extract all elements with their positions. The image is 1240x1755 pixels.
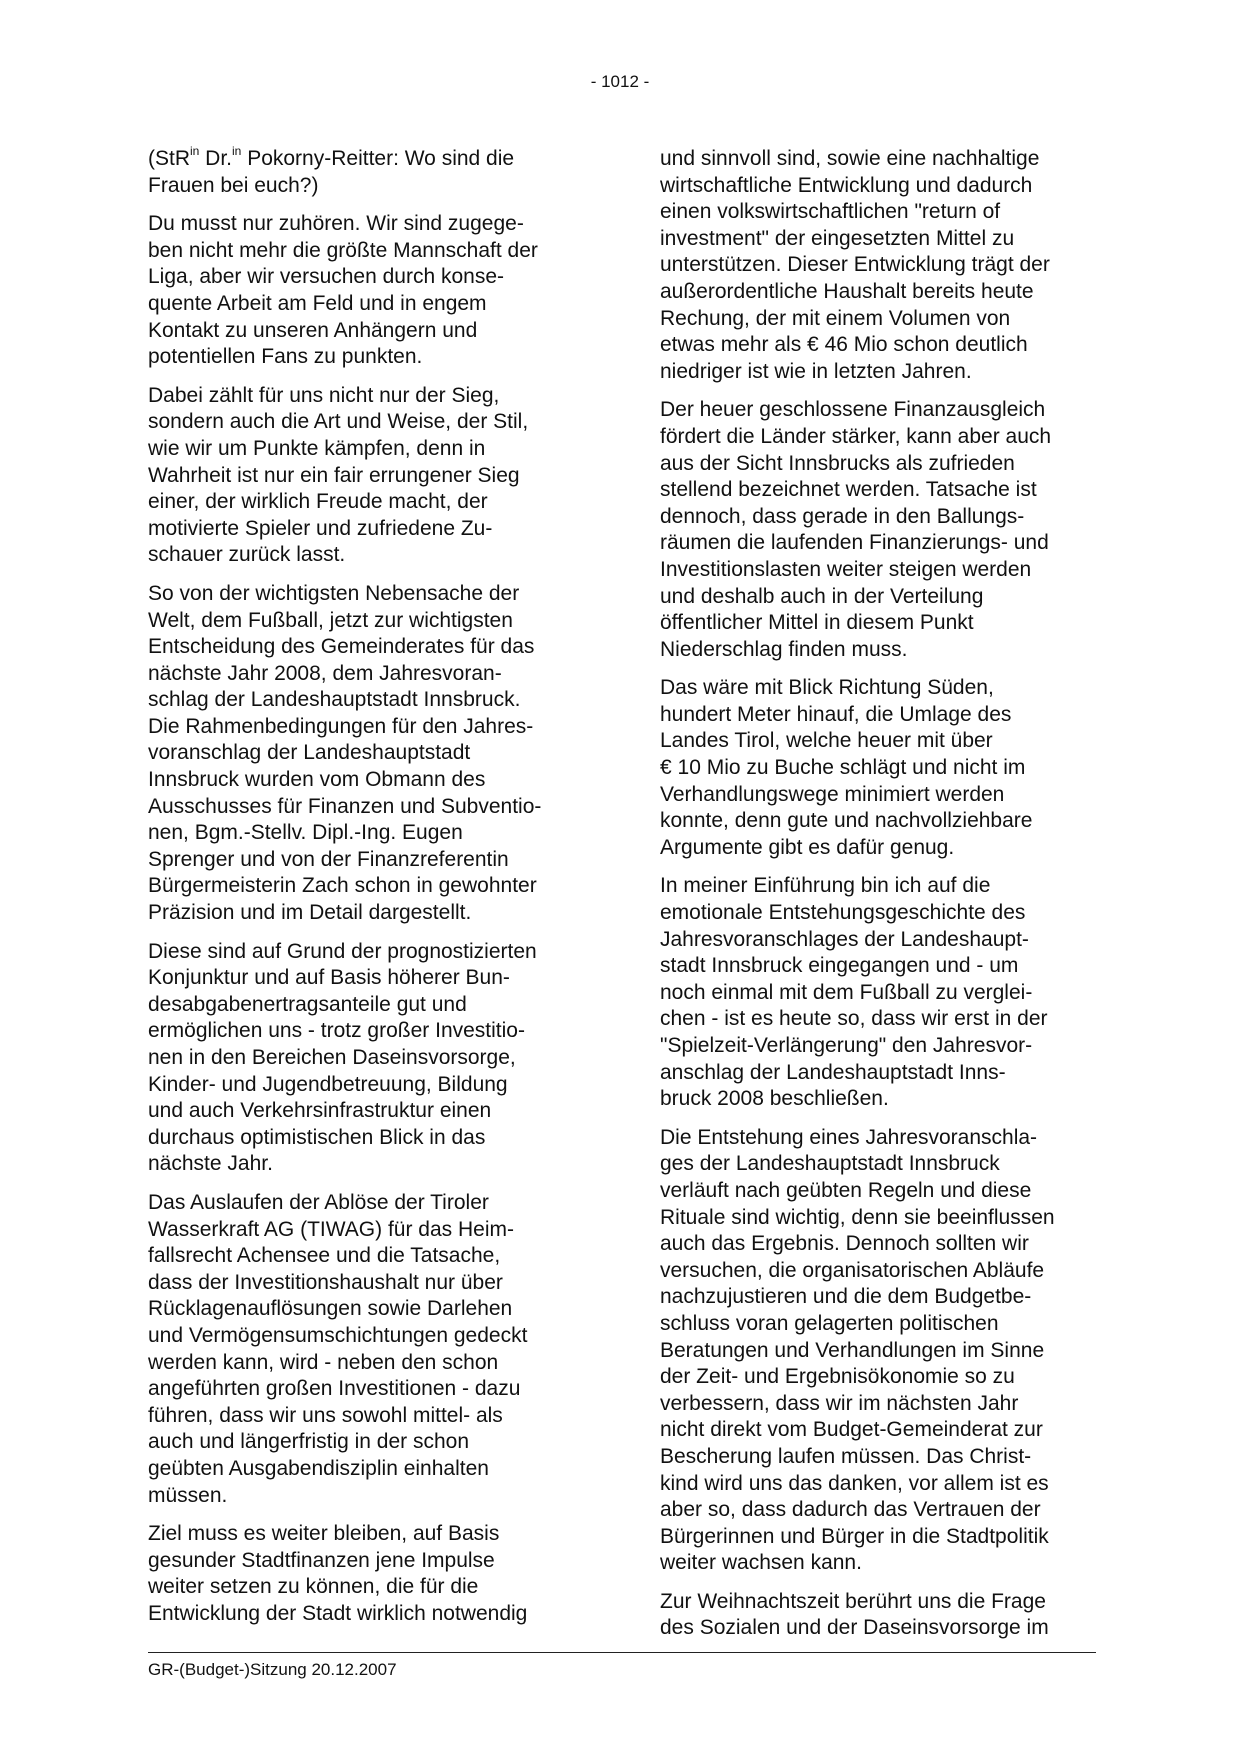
body-paragraph: Diese sind auf Grund der prognostizierten Konjunktur und auf Basis höherer Bun- desabgabenertragsanteile gut und ermöglichen uns - trotz großer Investitio- nen in den Bereichen Daseinsvorsorge, Kinder- und Jugendbetreuung, Bildung und auch Verkehrsinfrastruktur einen durchaus optimistischen Blick in das nächste Jahr. <box>148 939 537 1176</box>
right-column <box>660 146 1092 1654</box>
footer-divider <box>148 1652 1096 1653</box>
footer-session-label: GR-(Budget-)Sitzung 20.12.2007 <box>148 1660 397 1679</box>
body-paragraph: Die Entstehung eines Jahresvoranschla- ges der Landeshauptstadt Innsbruck verläuft nach geübten Regeln und diese Rituale sind wichtig, denn sie beeinflussen auch das Ergebnis. Dennoch sollten wir versuchen, die organisatorischen Abläufe nachzujustieren und die dem Budgetbe- schluss voran gelagerten politischen Beratungen und Verhandlungen im Sinne der Zeit- und Ergebnisökonomie so zu verbessern, dass wir im nächsten Jahr nicht direkt vom Budget-Gemeinderat zur Bescherung laufen müssen. Das Christ- kind wird uns das danken, vor allem ist es aber so, dass dadurch das Vertrauen der Bürgerinnen und Bürger in die Stadtpolitik weiter wachsen kann. <box>660 1125 1055 1575</box>
body-paragraph: Das wäre mit Blick Richtung Süden, hundert Meter hinauf, die Umlage des Landes Tirol, welche heuer mit über € 10 Mio zu Buche schlägt und nicht im Verhandlungswege minimiert werden konnte, denn gute und nachvollziehbare Argumente gibt es dafür genug. <box>660 676 1033 859</box>
body-paragraph: Ziel muss es weiter bleiben, auf Basis gesunder Stadtfinanzen jene Impulse weiter setzen zu können, die für die Entwicklung der Stadt wirklich notwendig <box>148 1522 528 1625</box>
body-paragraph: In meiner Einführung bin ich auf die emotionale Entstehungsgeschichte des Jahresvoranschlages der Landeshaupt- stadt Innsbruck eingegangen und - um noch einmal mit dem Fußball zu verglei- chen - ist es heute so, dass wir erst in der "Spielzeit-Verlängerung" den Jahresvor- anschlag der Landeshauptstadt Inns- bruck 2008 beschließen. <box>660 874 1048 1111</box>
body-paragraph: Das Auslaufen der Ablöse der Tiroler Wasserkraft AG (TIWAG) für das Heim- fallsrecht Achensee und die Tatsache, dass der Investitionshaushalt nur über Rücklagenauflösungen sowie Darlehen und Vermögensumschichtungen gedeckt werden kann, wird - neben den schon angeführten großen Investitionen - dazu führen, dass wir uns sowohl mittel- als auch und längerfristig in der schon geübten Ausgabendisziplin einhalten müssen. <box>148 1190 528 1507</box>
body-paragraph: Du musst nur zuhören. Wir sind zugege- ben nicht mehr die größte Mannschaft der Liga, aber wir versuchen durch konse- quente Arbeit am Feld und in engem Kontakt zu unseren Anhängern und potentiellen Fans zu punkten. <box>148 212 538 369</box>
body-paragraph: und sinnvoll sind, sowie eine nachhaltige wirtschaftliche Entwicklung und dadurch einen volkswirtschaftlichen "return of investment" der eingesetzten Mittel zu unterstützen. Dieser Entwicklung trägt der außerordentliche Haushalt bereits heute Rechung, der mit einem Volumen von etwas mehr als € 46 Mio schon deutlich niedriger ist wie in letzten Jahren. <box>660 147 1050 383</box>
body-paragraph: Der heuer geschlossene Finanzausgleich fördert die Länder stärker, kann aber auch aus der Sicht Innsbrucks als zufrieden stellend bezeichnet werden. Tatsache ist dennoch, dass gerade in den Ballungs- räumen die laufenden Finanzierungs- und Investitionslasten weiter steigen werden und deshalb auch in der Verteilung öffentlicher Mittel in diesem Punkt Niederschlag finden muss. <box>660 398 1052 661</box>
interjection-superscript: in <box>232 144 242 158</box>
left-column <box>148 146 580 1639</box>
interjection-text: Pokorny-Reitter: Wo sind die Frauen bei euch?) <box>148 147 515 197</box>
interjection-paragraph <box>148 146 580 199</box>
interjection-prefix: (StR <box>148 147 190 170</box>
page-number: - 1012 - <box>590 72 650 91</box>
body-paragraph: Zur Weihnachtszeit berührt uns die Frage des Sozialen und der Daseinsvorsorge im <box>660 1589 1049 1640</box>
body-paragraph: So von der wichtigsten Nebensache der Welt, dem Fußball, jetzt zur wichtigsten Entscheidung des Gemeinderates für das nächste Jahr 2008, dem Jahresvoran- schlag der Landeshauptstadt Innsbruck. Die Rahmenbedingungen für den Jahres- voranschlag der Landeshauptstadt Innsbruck wurden vom Obmann des Ausschusses für Finanzen und Subventio- nen, Bgm.-Stellv. Dipl.-Ing. Eugen Sprenger und von der Finanzreferentin Bürgermeisterin Zach schon in gewohnter Präzision und im Detail dargestellt. <box>148 581 542 925</box>
interjection-middle: Dr. <box>199 147 233 170</box>
interjection-superscript: in <box>190 144 200 158</box>
body-paragraph: Dabei zählt für uns nicht nur der Sieg, sondern auch die Art und Weise, der Stil, wie wir um Punkte kämpfen, denn in Wahrheit ist nur ein fair errungener Sieg einer, der wirklich Freude macht, der motivierte Spieler und zufriedene Zu- schauer zurück lasst. <box>148 383 529 567</box>
